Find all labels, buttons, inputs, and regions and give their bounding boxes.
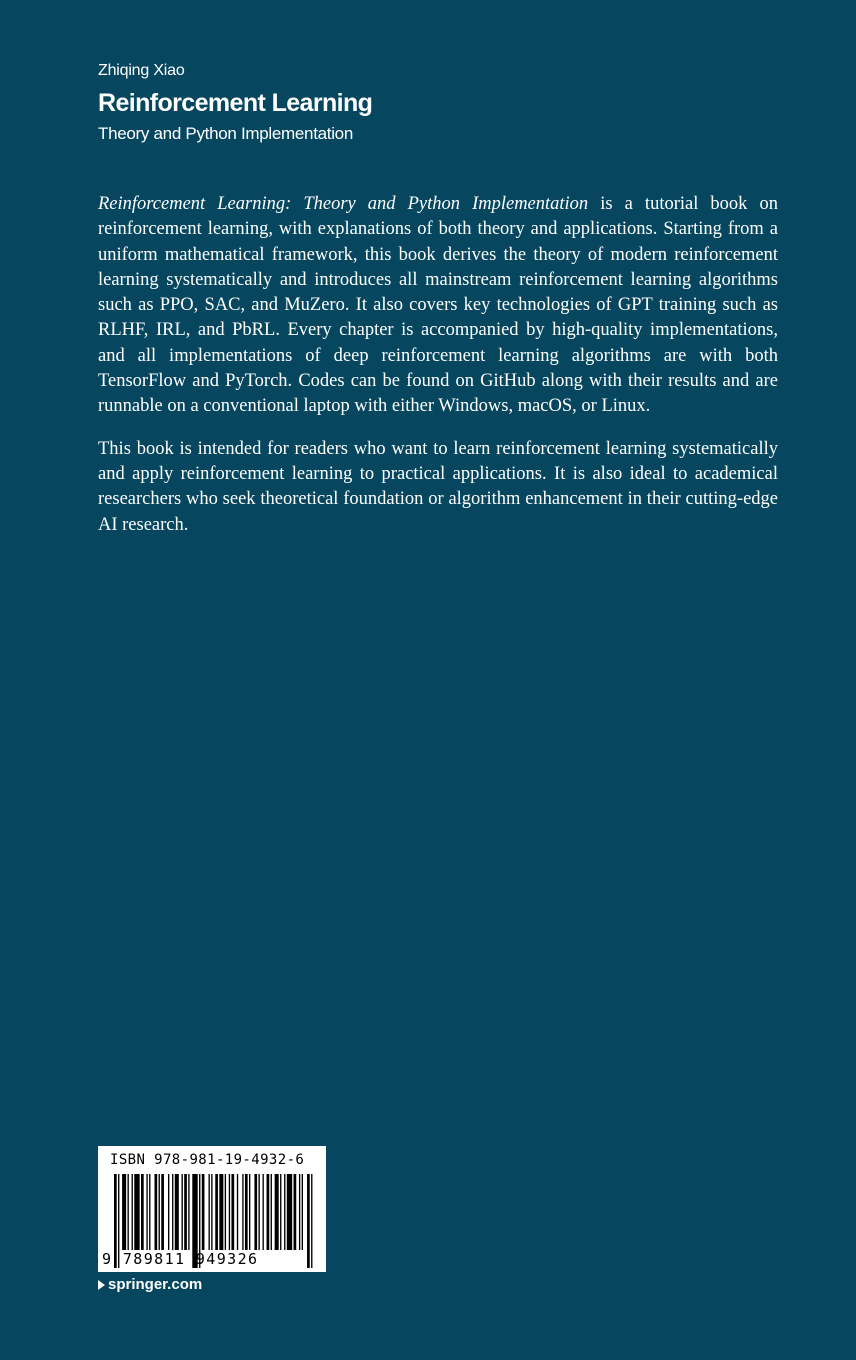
publisher-url: springer.com — [108, 1276, 203, 1293]
blurb-paragraph-1-text: is a tutorial book on reinforcement learning, with explanations of both theory and applications. Starting from a uniform mathematical framework, this book derives the theory of modern reinforcement learning systematically and introduces all mainstream reinforcement learning algorithms such as PPO, SAC, and MuZero. It also covers key technologies of GPT training such as RLHF, IRL, and PbRL. Every chapter is accompanied by high-quality implementations, and all implementations of deep reinforcement learning algorithms are with both TensorFlow and PyTorch. Codes can be found on GitHub along with their results and are runnable on a conventional laptop with either Windows, macOS, or Linux. — [98, 194, 778, 417]
publisher-link[interactable] — [98, 1276, 202, 1293]
book-subtitle: Theory and Python Implementation — [98, 124, 353, 143]
barcode-bar — [271, 1174, 272, 1250]
barcode-bar — [175, 1174, 179, 1250]
blurb-book-title-italic: Reinforcement Learning: Theory and Python Implementation — [98, 194, 589, 214]
barcode-bar — [258, 1174, 259, 1250]
barcode-bar — [146, 1174, 147, 1250]
barcode-bar — [249, 1174, 250, 1250]
barcode-bar — [237, 1174, 238, 1250]
barcode-bar — [219, 1174, 223, 1250]
barcode-bar — [182, 1174, 183, 1250]
barcode-bar — [263, 1174, 264, 1250]
barcode-bar — [161, 1174, 164, 1250]
blurb-paragraph-2: This book is intended for readers who want to learn reinforcement learning systematically and apply reinforcement learning to practical applications. It is also ideal to academical researchers who seek theoretical foundation or algorithm enhancement in their cutting-edge AI research. — [98, 438, 778, 535]
blurb — [98, 192, 778, 555]
barcode-bar — [299, 1174, 300, 1250]
barcode-bar — [134, 1174, 139, 1250]
barcode-bar — [188, 1174, 189, 1250]
barcode-bar — [149, 1174, 150, 1250]
barcode-bar — [245, 1174, 248, 1250]
barcode-bar — [307, 1174, 310, 1268]
barcode-bar — [128, 1174, 129, 1250]
barcode-bar — [311, 1174, 312, 1268]
barcode-bar — [155, 1174, 158, 1250]
barcode-bar — [287, 1174, 292, 1250]
barcode-bar — [302, 1174, 303, 1250]
barcode-bar — [275, 1174, 279, 1250]
barcode-bar — [168, 1174, 169, 1250]
isbn-barcode-box — [98, 1146, 326, 1272]
barcode-bar — [280, 1174, 281, 1250]
barcode-bar — [229, 1174, 230, 1250]
barcode-bar — [172, 1174, 173, 1250]
author-name: Zhiqing Xiao — [98, 62, 185, 79]
barcode-bar — [159, 1174, 160, 1250]
barcode-bar — [211, 1174, 212, 1250]
barcode-digits: 9 789811 949326 — [102, 1250, 259, 1268]
book-title: Reinforcement Learning — [98, 89, 373, 117]
barcode-bar — [284, 1174, 285, 1250]
barcode-bar — [254, 1174, 257, 1250]
barcode-bar — [215, 1174, 218, 1250]
barcode-bar — [267, 1174, 270, 1250]
barcode-bar — [225, 1174, 226, 1250]
barcode-bar — [132, 1174, 133, 1250]
isbn-label: ISBN 978-981-19-4932-6 — [110, 1152, 305, 1168]
barcode-bar — [184, 1174, 187, 1250]
barcode-bar — [141, 1174, 144, 1250]
triangle-right-icon — [98, 1280, 105, 1290]
barcode-bar — [294, 1174, 297, 1250]
barcode-bar — [242, 1174, 243, 1250]
barcode-bar — [122, 1174, 126, 1250]
barcode-bar — [209, 1174, 210, 1250]
blurb-paragraph-1 — [98, 192, 778, 420]
barcode-bar — [231, 1174, 234, 1250]
barcode-bar — [202, 1174, 205, 1250]
